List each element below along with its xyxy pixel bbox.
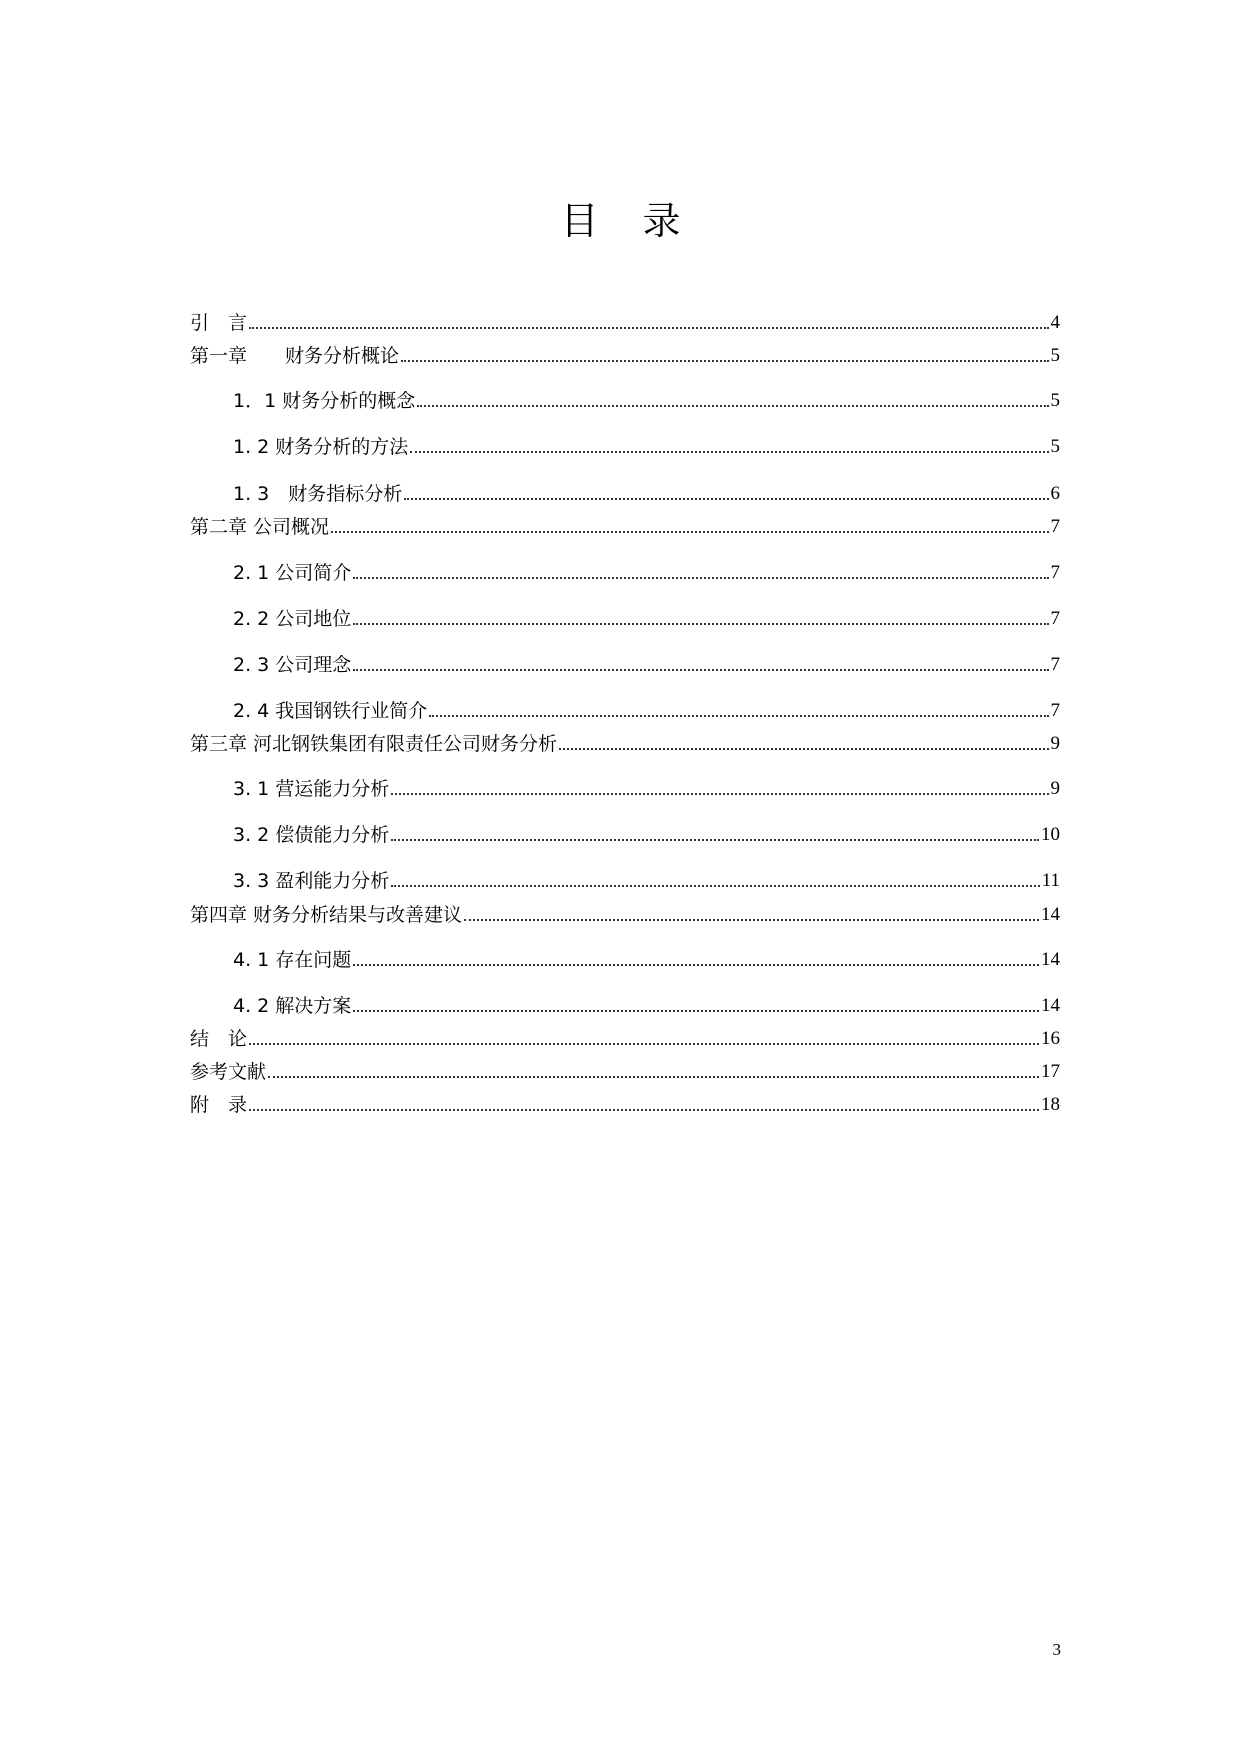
dot-leader: [559, 748, 1048, 750]
toc-entry-2-4[interactable]: 2. 4 我国钢铁行业简介 7: [233, 700, 1060, 722]
toc-entry-chapter-1[interactable]: 第一章 财务分析概论 5: [190, 345, 1060, 367]
dot-leader: [249, 327, 1048, 329]
toc-entry-conclusion[interactable]: 结 论 16: [190, 1028, 1060, 1050]
page-title: [0, 190, 1241, 245]
dot-leader: [410, 451, 1048, 453]
toc-entry-2-3[interactable]: 2. 3 公司理念 7: [233, 654, 1060, 676]
toc-entry-chapter-3[interactable]: 第三章 河北钢铁集团有限责任公司财务分析 9: [190, 733, 1060, 755]
dot-leader: [353, 623, 1048, 625]
dot-leader: [331, 531, 1048, 533]
dot-leader: [464, 919, 1039, 921]
toc-entry-2-1[interactable]: 2. 1 公司简介 7: [233, 562, 1060, 584]
toc-entry-appendix[interactable]: 附 录 18: [190, 1094, 1060, 1116]
page-number: 3: [1052, 1640, 1061, 1659]
dot-leader: [353, 577, 1048, 579]
title-char-2: 录: [642, 199, 681, 243]
toc-entry-references[interactable]: 参考文献 17: [190, 1061, 1060, 1083]
toc-entry-3-1[interactable]: 3. 1 营运能力分析 9: [233, 778, 1060, 800]
toc-entry-1-3[interactable]: 1. 3 财务指标分析 6: [233, 483, 1060, 505]
dot-leader: [417, 405, 1048, 407]
dot-leader: [429, 715, 1048, 717]
title-char-1: 目: [560, 199, 599, 243]
dot-leader: [391, 793, 1048, 795]
toc-entry-4-1[interactable]: 4. 1 存在问题 14: [233, 949, 1060, 971]
toc-entry-intro[interactable]: 引 言 4: [190, 312, 1060, 334]
toc-entry-1-2[interactable]: 1. 2 财务分析的方法 5: [233, 436, 1060, 458]
toc-entry-chapter-2[interactable]: 第二章 公司概况 7: [190, 516, 1060, 538]
dot-leader: [353, 669, 1048, 671]
toc-entry-chapter-4[interactable]: 第四章 财务分析结果与改善建议 14: [190, 904, 1060, 926]
toc-entry-2-2[interactable]: 2. 2 公司地位 7: [233, 608, 1060, 630]
dot-leader: [249, 1043, 1039, 1045]
dot-leader: [391, 885, 1039, 887]
dot-leader: [353, 964, 1039, 966]
dot-leader: [268, 1076, 1039, 1078]
dot-leader: [391, 839, 1039, 841]
dot-leader: [404, 498, 1048, 500]
toc-entry-3-2[interactable]: 3. 2 偿债能力分析 10: [233, 824, 1060, 846]
dot-leader: [249, 1109, 1039, 1111]
dot-leader: [353, 1010, 1039, 1012]
toc-entry-3-3[interactable]: 3. 3 盈利能力分析 11: [233, 870, 1060, 892]
toc-entry-1-1[interactable]: 1．1 财务分析的概念 5: [233, 390, 1060, 412]
dot-leader: [401, 360, 1048, 362]
toc-entry-4-2[interactable]: 4. 2 解决方案 14: [233, 995, 1060, 1017]
